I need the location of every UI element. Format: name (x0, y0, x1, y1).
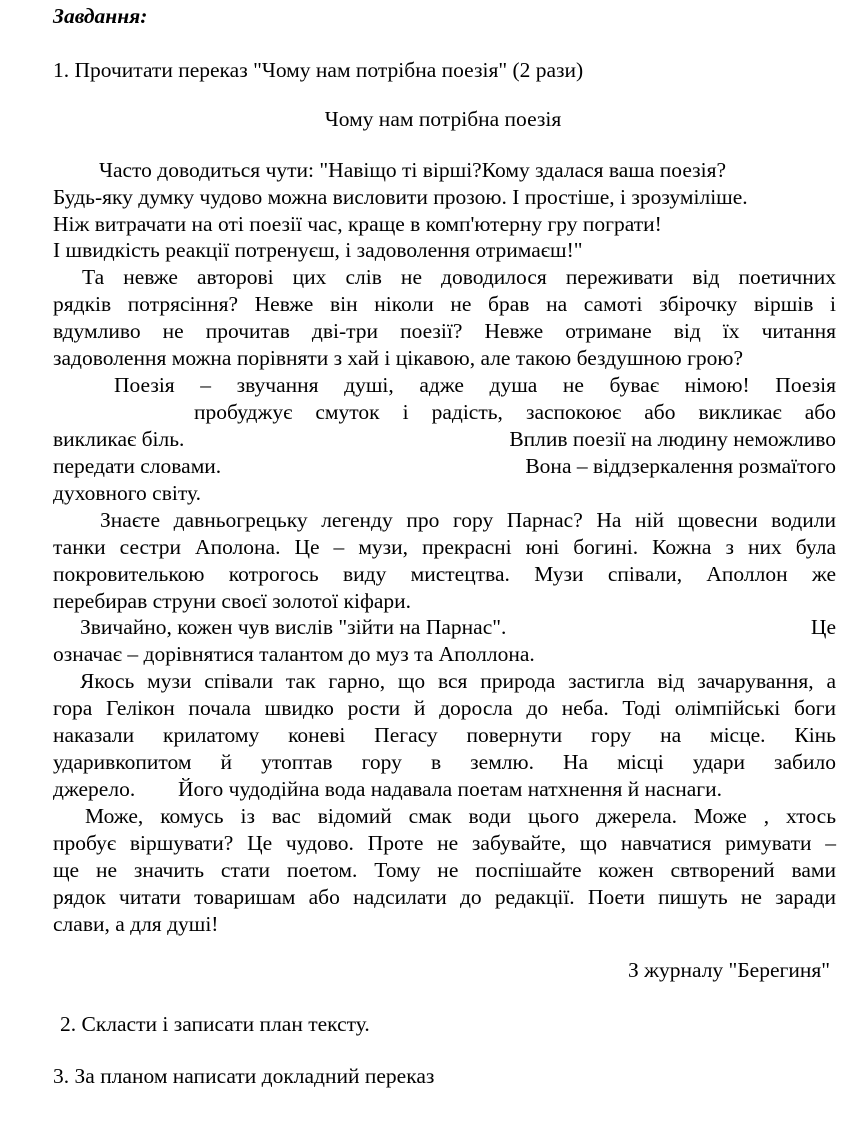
text-segment: джерело. (53, 777, 136, 801)
text-line: Будь-яку думку чудово можна висловити прозою. І простіше, і зрозуміліше. (53, 185, 748, 209)
text-line: пробує віршувати? Це чудово. Проте не забувайте, що навчатися римувати – (53, 831, 836, 855)
text-line: пробуджує смуток і радість, заспокоює або викликає або (194, 400, 836, 424)
text-line: ударивкопитом й утоптав гору в землю. На місці удари забило (53, 750, 836, 774)
text-line: І швидкість реакції потренуєш, і задоволення отримаєш!" (53, 238, 583, 262)
source-attribution: З журналу "Берегиня" (627, 958, 830, 982)
tasks-heading: Завдання: (53, 4, 148, 28)
text-line: задоволення можна порівняти з хай і цікавою, але такою бездушною грою? (53, 346, 744, 370)
text-segment: Вплив поезії на людину неможливо (509, 427, 836, 451)
text-segment: Його чудодійна вода надавала поетам натхнення й наснаги. (177, 777, 722, 801)
text-segment: Вона – віддзеркалення розмаїтого (525, 454, 836, 478)
text-line: рядок читати товаришам або надсилати до редакції. Поети пишуть не заради (53, 885, 836, 909)
text-segment: передати словами. (53, 454, 222, 478)
text-segment: Це (810, 615, 836, 639)
text-line: Може, комусь із вас відомий смак води цього джерела. Може , хтось (85, 804, 836, 828)
text-line: ще не значить стати поетом. Тому не поспішайте кожен свтворений вами (53, 858, 836, 882)
task-3: 3. За планом написати докладний переказ (53, 1064, 435, 1088)
text-line: Знаєте давньогрецьку легенду про гору Парнас? На ній щовесни водили (100, 508, 836, 532)
text-line-split (53, 776, 722, 803)
text-line-split (80, 614, 836, 641)
text-line-split (53, 426, 836, 453)
text-line: Та невже авторові цих слів не доводилося переживати від поетичних (82, 265, 836, 289)
text-line: Якось музи співали так гарно, що вся природа застигла від зачарування, а (80, 669, 836, 693)
task-1: 1. Прочитати переказ "Чому нам потрібна поезія" (2 рази) (53, 58, 584, 82)
text-line: гора Гелікон почала швидко рости й доросла до неба. Тоді олімпійські боги (53, 696, 836, 720)
text-line: духовного світу. (53, 481, 201, 505)
text-line: рядків потрясіння? Невже він ніколи не брав на самоті збірочку віршів і (53, 292, 836, 316)
text-line: вдумливо не прочитав дві-три поезії? Невже отримане від їх читання (53, 319, 836, 343)
text-line: Поезія – звучання душі, адже душа не буває німою! Поезія (114, 373, 836, 397)
text-line: Ніж витрачати на оті поезії час, краще в комп'ютерну гру пограти! (53, 212, 662, 236)
text-line: покровителькою котрогось виду мистецтва. Музи співали, Аполлон же (53, 562, 836, 586)
text-line-split (53, 453, 836, 480)
text-line: перебирав струни своєї золотої кіфари. (53, 589, 412, 613)
text-line: слави, а для душі! (53, 912, 219, 936)
text-line: танки сестри Аполона. Це – музи, прекрасні юні богині. Кожна з них була (53, 535, 836, 559)
text-title: Чому нам потрібна поезія (324, 107, 562, 131)
text-line: Часто доводиться чути: "Навіщо ті вірші?Кому здалася ваша поезія? (99, 158, 727, 182)
text-line: означає – дорівнятися талантом до муз та Аполлона. (53, 642, 535, 666)
text-line: наказали крилатому коневі Пегасу повернути гору на місце. Кінь (53, 723, 836, 747)
text-segment: викликає біль. (53, 427, 185, 451)
text-segment: Звичайно, кожен чув вислів "зійти на Парнас". (80, 615, 507, 639)
task-2: 2. Скласти і записати план тексту. (60, 1012, 370, 1036)
